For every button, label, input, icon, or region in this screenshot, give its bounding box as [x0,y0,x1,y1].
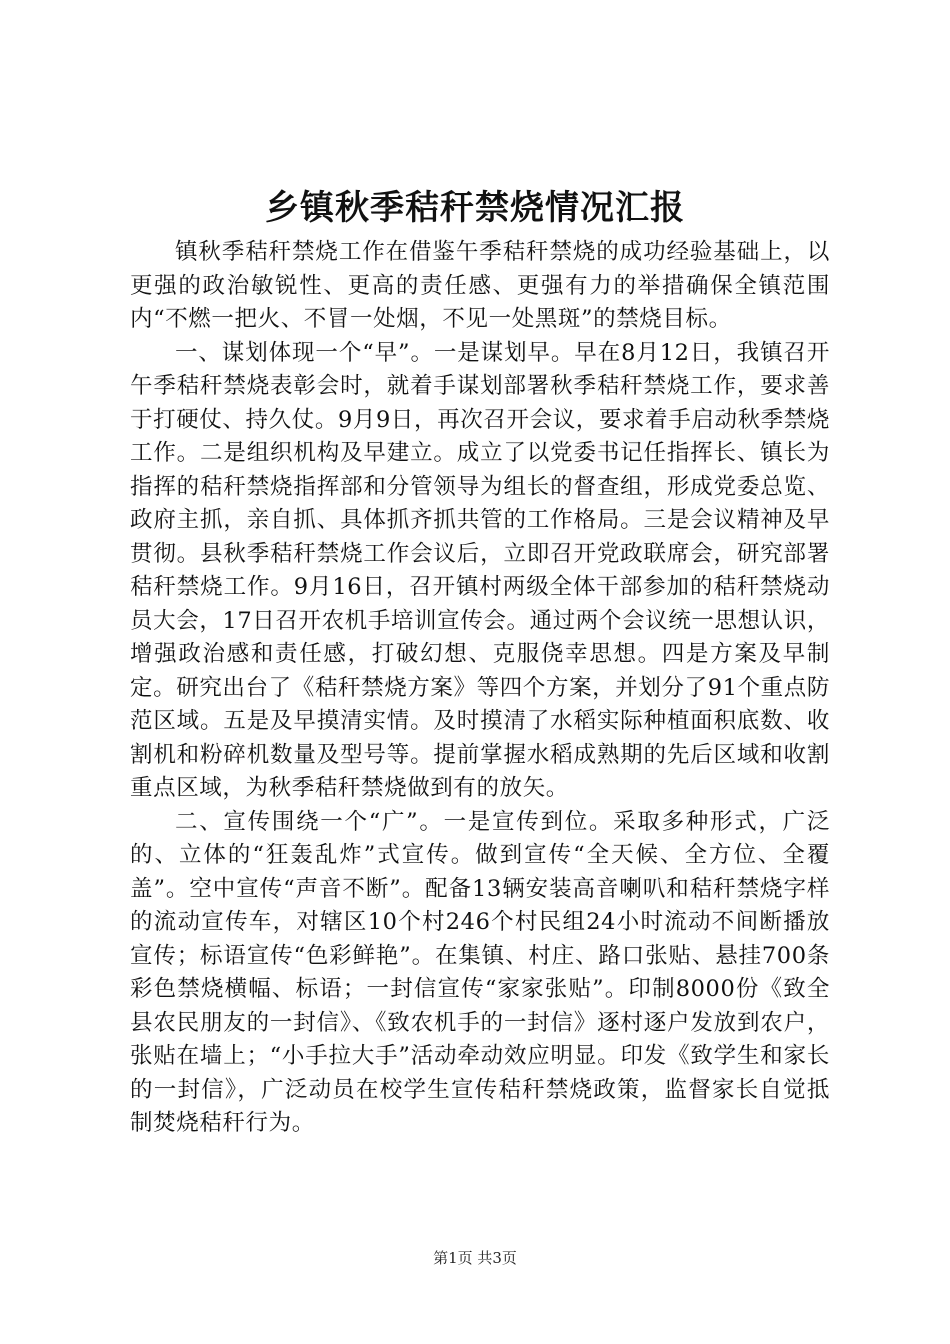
paragraph-section-2: 二、宣传围绕一个“广”。一是宣传到位。采取多种形式，广泛的、立体的“狂轰乱炸”式宣传。做到宣传“全天候、全方位、全覆盖”。空中宣传“声音不断”。配备13辆安装高音喇叭和秸秆禁烧字样的流动宣传车，对辖区10个村246个村民组24小时流动不间断播放宣传；标语宣传“色彩鲜艳”。在集镇、村庄、路口张贴、悬挂700条彩色禁烧横幅、标语；一封信宣传“家家张贴”。印制8000份《致全县农民朋友的一封信》、《致农机手的一封信》逐村逐户发放到农户，张贴在墙上；“小手拉大手”活动牵动效应明显。印发《致学生和家长的一封信》，广泛动员在校学生宣传秸秆禁烧政策，监督家长自觉抵制焚烧秸秆行为。 [130,808,830,1136]
paragraph-section-1: 一、谋划体现一个“早”。一是谋划早。早在8月12日，我镇召开午季秸秆禁烧表彰会时，就着手谋划部署秋季秸秆禁烧工作，要求善于打硬仗、持久仗。9月9日，再次召开会议，要求着手启动秋季禁烧工作。二是组织机构及早建立。成立了以党委书记任指挥长、镇长为指挥的秸秆禁烧指挥部和分管领导为组长的督查组，形成党委总览、政府主抓，亲自抓、具体抓齐抓共管的工作格局。三是会议精神及早贯彻。县秋季秸秆禁烧工作会议后，立即召开党政联席会，研究部署秸秆禁烧工作。9月16日，召开镇村两级全体干部参加的秸秆禁烧动员大会，17日召开农机手培训宣传会。通过两个会议统一思想认识，增强政治感和责任感，打破幻想、克服侥幸思想。四是方案及早制定。研究出台了《秸秆禁烧方案》等四个方案，并划分了91个重点防范区域。五是及早摸清实情。及时摸清了水稻实际种植面积底数、收割机和粉碎机数量及型号等。提前掌握水稻成熟期的先后区域和收割重点区域，为秋季秸秆禁烧做到有的放矢。 [130,339,830,801]
document-title: 乡镇秋季秸秆禁烧情况汇报 [265,188,685,228]
page-footer: 第1页 共3页 [433,1249,517,1267]
document-body [130,236,830,1141]
paragraph-intro: 镇秋季秸秆禁烧工作在借鉴午季秸秆禁烧的成功经验基础上，以更强的政治敏锐性、更高的责任感、更强有力的举措确保全镇范围内“不燃一把火、不冒一处烟，不见一处黑斑”的禁烧目标。 [130,239,830,332]
